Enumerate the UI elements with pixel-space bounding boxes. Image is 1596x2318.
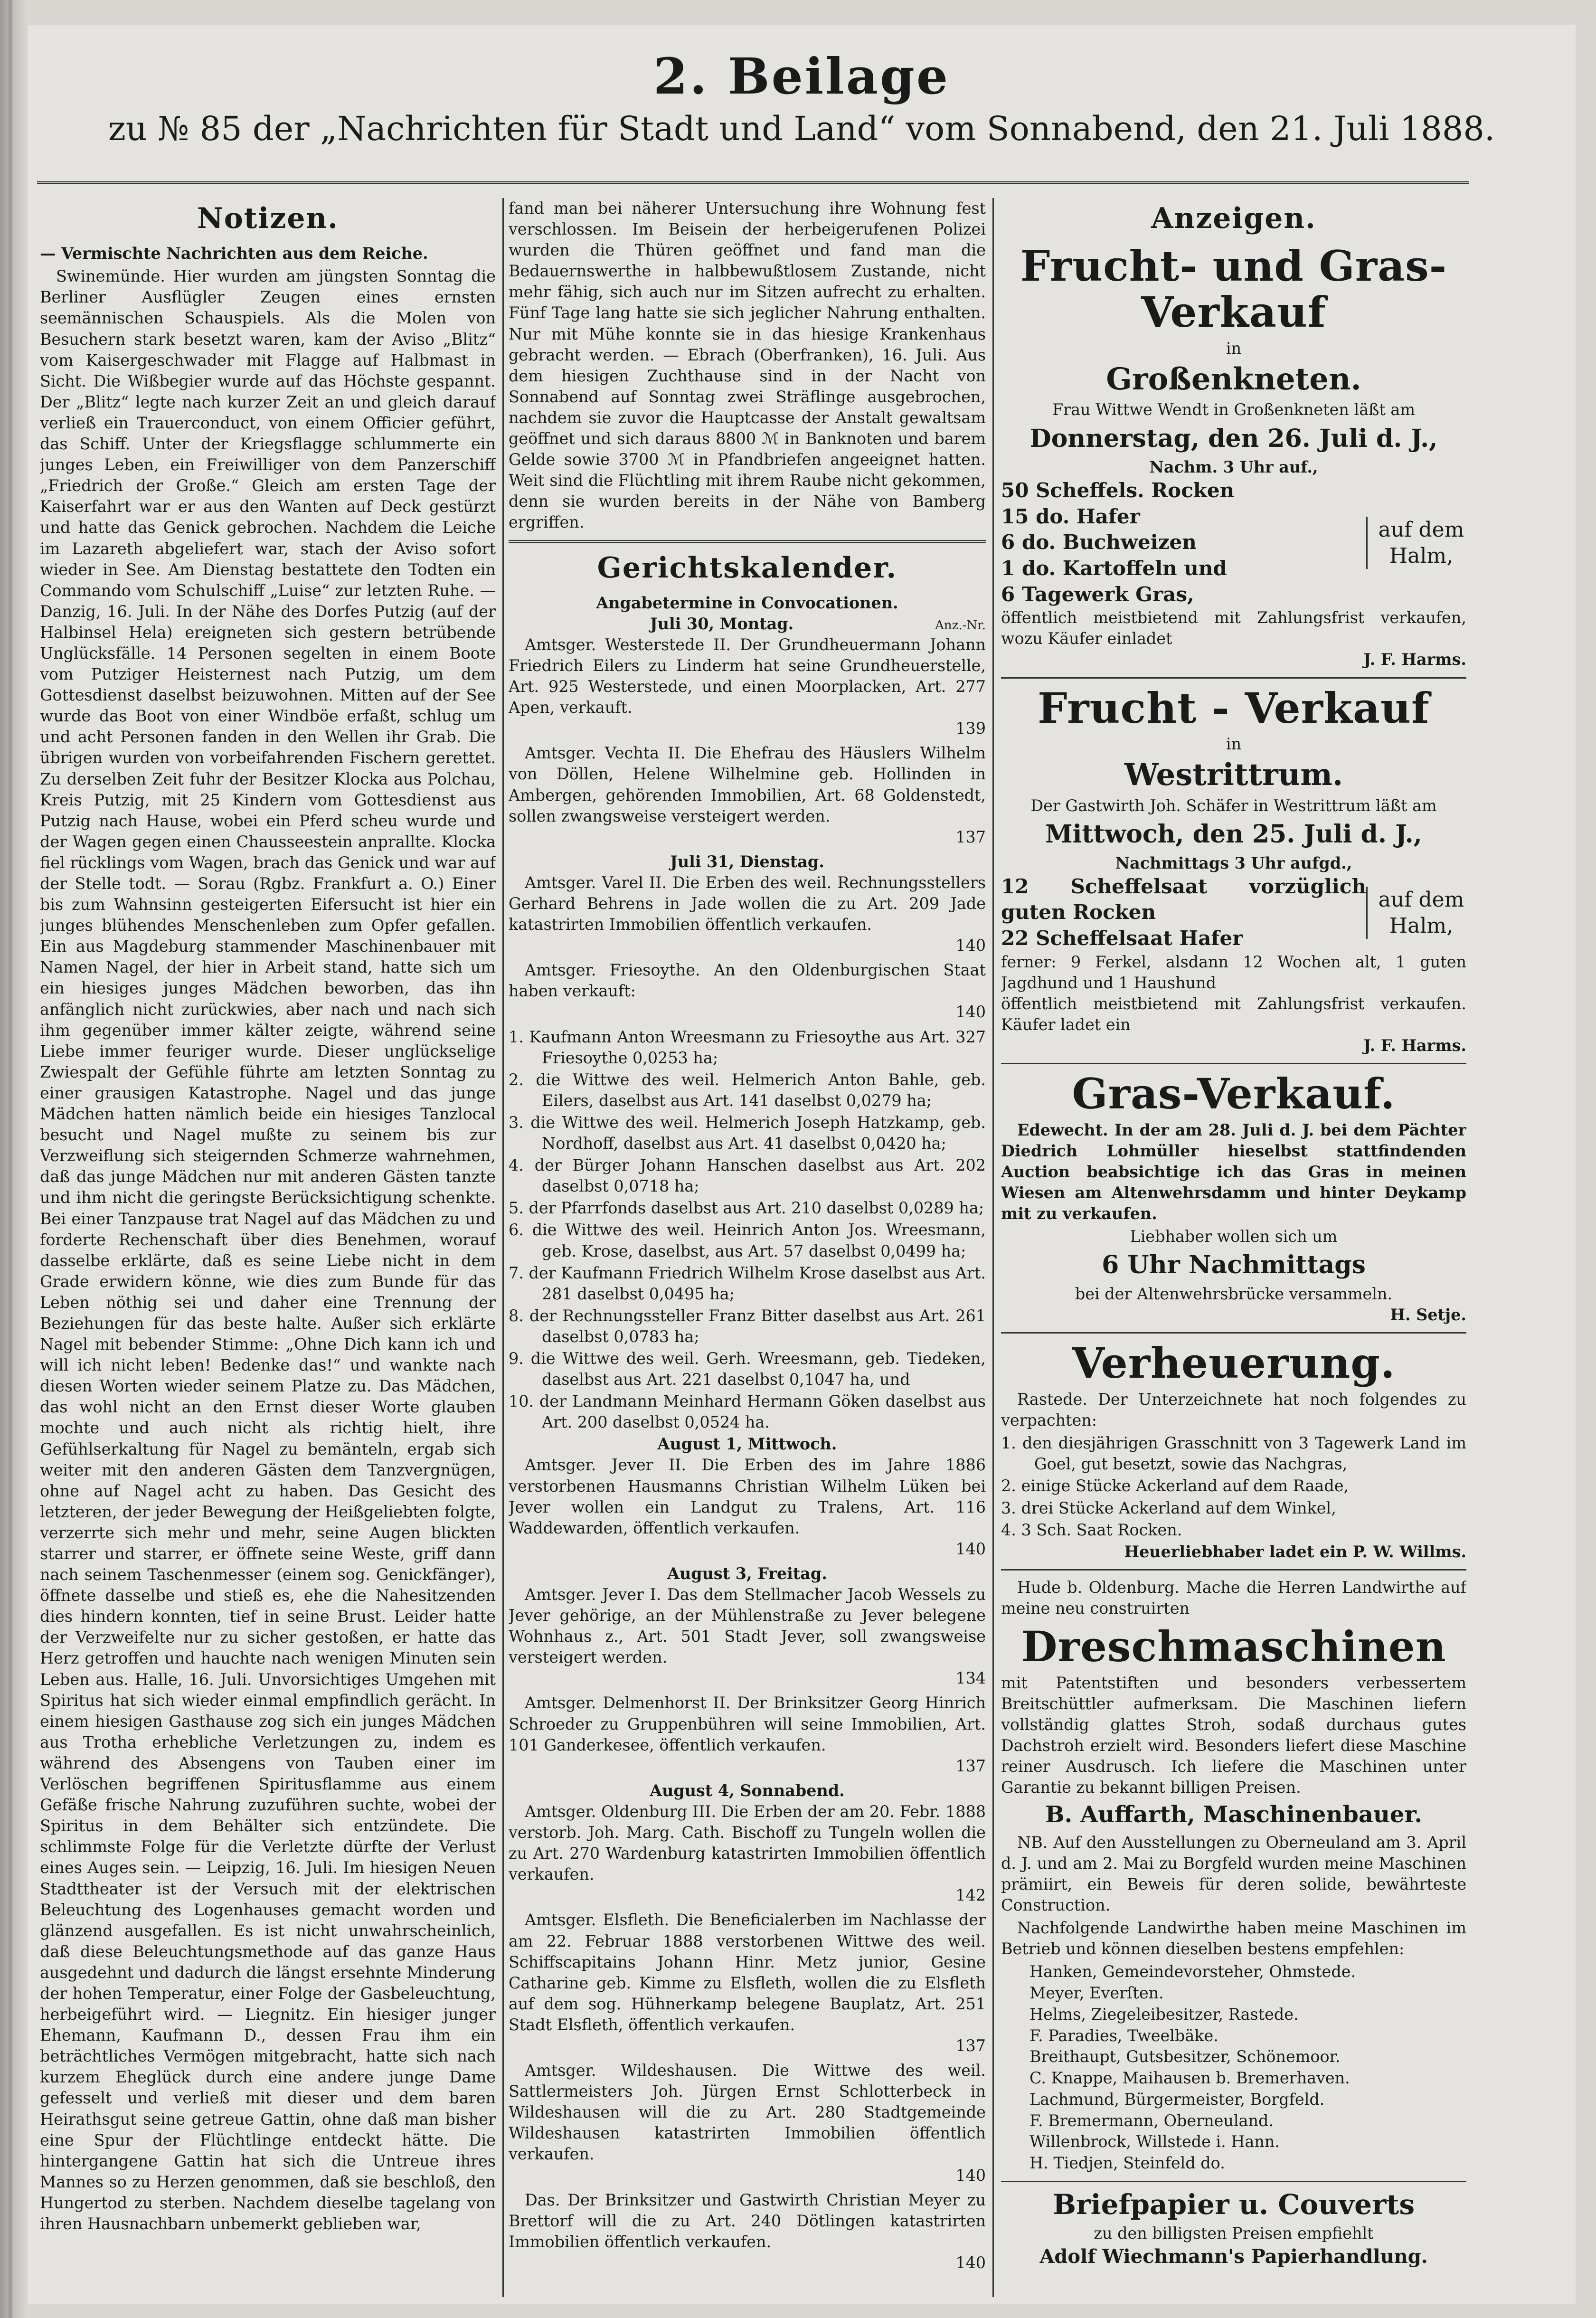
ad-item: 50 Scheffels. Rocken <box>1001 479 1235 502</box>
ad-firm: B. Auffarth, Maschinenbauer. <box>1045 1801 1423 1828</box>
ad-items <box>1001 478 1466 607</box>
entry-number: 137 <box>955 827 986 846</box>
ad-title: Briefpapier u. Couverts <box>1052 2188 1415 2221</box>
entry-number: 137 <box>955 2036 986 2055</box>
entry-text: Amtsger. Jever I. Das dem Stellmacher Jacob Wessels zu Jever gehörige, an der Mühlenstraße zu Jever belegene Wohnhaus z., Art. 501 Stadt Jever, soll zwangsweise versteigert werden. <box>509 1585 986 1667</box>
section-heading: — Vermischte Nachrichten aus dem Reiche. <box>40 244 428 263</box>
ad-title: Dreschmaschinen <box>1021 1621 1446 1671</box>
ad-outro: öffentlich meistbietend mit Zahlungsfrist verkaufen. Käufer ladet ein <box>1001 994 1466 1034</box>
ad-time: Nachm. 3 Uhr auf., <box>1149 458 1318 477</box>
entry-text: Amtsger. Delmenhorst II. Der Brinksitzer Georg Hinrich Schroeder zu Gruppenbühren will seine Immobilien, Art. 101 Ganderkesee, öffentlich verkaufen. <box>509 1694 986 1754</box>
date-row <box>509 614 986 634</box>
gerichtskalender-heading: Gerichtskalender. <box>597 551 897 585</box>
entry-number: 142 <box>955 1886 986 1905</box>
entry-text: Amtsger. Jever II. Die Erben des im Jahre 1886 verstorbenen Hausmanns Christian Wilhelm Lüken bei Jever wollen ein Landgut zu Tralens, Art. 116 Waddewarden, öffentlich verkaufen. <box>509 1456 986 1537</box>
date-heading: Juli 31, Dienstag. <box>670 852 824 871</box>
ad-item-lines <box>1001 478 1366 607</box>
column-rule <box>992 198 994 2297</box>
court-entry <box>509 2060 986 2186</box>
date-heading: August 3, Freitag. <box>667 1564 827 1583</box>
court-entry <box>509 872 986 956</box>
ad-verheuerung <box>1001 1340 1466 1562</box>
ad-nb: NB. Auf den Ausstellungen zu Oberneuland am 3. April d. J. und am 2. Mai zu Borgfeld wurden meine Maschinen prämiirt, ein Beweis für deren solide, bewährteste Construction. <box>1001 1833 1466 1914</box>
date-heading: Juli 30, Montag. <box>650 614 794 633</box>
ad-dreschmaschinen <box>1001 1577 1466 2174</box>
list-item: Helms, Ziegeleibesitzer, Rastede. <box>1029 2005 1299 2024</box>
news-body: Swinemünde. Hier wurden am jüngsten Sonntag die Berliner Ausflügler Zeugen eines ernsten seemännischen Schauspiels. Als die Molen von Besuchern stark besetzt waren, kam der Aviso „Blitz“ vom Kaisergeschwader mit Flagge auf Halbmast in Sicht. Die Wißbegier wurde auf das Höchste gespannt. Der „Blitz“ legte nach kurzer Zeit an und gleich darauf verließ ein Trauerconduct, von einem Officier geführt, das Schiff. Unter der Kriegsflagge schlummerte ein junges Leben, ein Freiwilliger von dem Panzerschiff „Friedrich der Große.“ Gleich am ersten Tage der Kaiserfahrt war er aus den Wanten auf Deck gestürzt und hatte das Genick gebrochen. Nachdem die Leiche im Lazareth abgeliefert war, stach der Aviso sofort wieder in See. Am Dienstag bestattete den Todten ein Commando vom Schulschiff „Luise“ zur letzten Ruhe. — Danzig, 16. Juli. In der Nähe des Dorfes Putzig (auf der Halbinsel Hela) ereigneten sich gestern betrübende Unglücksfälle. 14 Personen segelten in einem Boote vom Putziger Heisternest nach Putzig, um dem Gottesdienst daselbst beizuwohnen. Mitten auf der See wurde das Boot von einer Windböe erfaßt, schlug um und acht Personen fanden in den Wellen ihr Grab. Die übrigen wurden von vorbeifahrenden Fischern gerettet. Zu derselben Zeit fuhr der Besitzer Klocka aus Polchau, Kreis Putzig, mit 25 Kindern vom Gottesdienst aus Putzig nach Hause, wobei ein Pferd scheu wurde und der Wagen gegen einen Chausseestein anprallte. Klocka fiel rücklings vom Wagen, brach das Genick und war auf der Stelle todt. — Sorau (Rgbz. Frankfurt a. O.) Einer bis zum Wahnsinn gesteigerten Eifersucht ist hier ein junges blühendes Menschenleben zum Opfer gefallen. Ein aus Magdeburg stammender Maschinenbauer mit Namen Nagel, der hier in Arbeit stand, hatte sich um ein hiesiges junges Mädchen beworben, das ihn anfänglich nicht zurückwies, aber nach und nach sich ihm gegenüber immer kälter zeigte, während seine Liebe immer feuriger wurde. Dieser unglückselige Zwiespalt der Gefühle führte am letzten Sonntag zu einer grausigen Katastrophe. Nagel und das junge Mädchen hatten nämlich beide ein hiesiges Tanzlocal besucht und Nagel mußte zu seinem bis zur Verzweiflung sich steigernden Schmerze wahrnehmen, daß das junge Mädchen nur mit anderen Gästen tanzte und ihm nicht die geringste Berücksichtigung schenkte. Bei einer Tanzpause trat Nagel auf das Mädchen zu und forderte Rechenschaft über dies Benehmen, worauf dasselbe erklärte, daß es seine Liebe nicht in dem Grade erwidern könne, wie dies zum Bunde für das Leben nöthig sei und daher eine Trennung der Beziehungen für das beste halte. Außer sich erklärte Nagel mit bebender Stimme: „Ohne Dich kann ich und will ich nicht leben! Bedenke das!“ und wankte nach diesen Worten wieder seinem Platze zu. Das Mädchen, das wohl nicht an den Ernst dieser Worte glauben mochte und auch nicht als richtig hielt, ihre Gefühlserkaltung für Nagel zu bemänteln, ergab sich weiter mit den anderen Gästen dem Tanzvergnügen, ohne auf Nagel acht zu haben. Das Gesicht des letzteren, der jeder Bewegung der Heißgeliebten folgte, verzerrte sich mehr und mehr, seine Augen blickten starrer und starrer, er öffnete seine Weste, griff dann nach seinem Taschenmesser (einem sog. Genickfänger), öffnete dasselbe und stieß es, ehe die Nahesitzenden dies hindern konnten, tief in seine Brust. Leider hatte der Verzweifelte nur zu sicher gestoßen, er hatte das Herz getroffen und hauchte nach wenigen Minuten sein Leben aus. Halle, 16. Juli. Unvorsichtiges Umgehen mit Spiritus hat sich wieder einmal empfindlich gerächt. In einem hiesigen Gasthause zog sich ein junges Mädchen aus Trotha erhebliche Verletzungen zu, indem es während des Absengens von Tauben einer im Verlöschen begriffenen Spiritusflamme aus einem Gefäße frische Nahrung zuzuführen suchte, wobei der Spiritus in dem Behälter sich entzündete. Die schlimmste Folge für die Verletzte dürfte der Verlust eines Auges sein. — Leipzig, 16. Juli. Im hiesigen Neuen Stadttheater ist der Versuch mit der elektrischen Beleuchtung des Logenhauses gemacht worden und glänzend ausgefallen. Es ist nicht unwahrscheinlich, daß diese Beleuchtungsmethode auf das ganze Haus ausgedehnt und dadurch die längst ersehnte Minderung der hohen Temperatur, einer Folge der Gasbeleuchtung, herbeigeführt wird. — Liegnitz. Ein hiesiger junger Ehemann, Kaufmann D., dessen Frau ihm ein beträchtliches Vermögen mitgebracht, hatte sich nach kurzem Eheglück durch eine andere junge Dame gefesselt und verließ mit dieser und dem baren Heirathsgut seine getreue Gattin, ohne daß man bisher eine Spur der Flüchtlinge entdeckt hätte. Die hintergangene Gattin hat sich die Untreue ihres Mannes so zu Herzen genommen, daß sie beschloß, den Hungertod zu sterben. Nachdem dieselbe tagelang von ihren Hausnachbarn unbemerkt geblieben war, <box>40 267 496 2233</box>
entry-number: 140 <box>955 2253 986 2272</box>
court-entry <box>509 1910 986 2056</box>
entry-text: Amtsger. Westerstede II. Der Grundheuermann Johann Friedrich Eilers zu Linderm hat seine Grundheuerstelle, Art. 925 Westerstede, und einen Moorplacken, Art. 277 Apen, verkauft. <box>509 635 986 717</box>
anzeigen-heading: Anzeigen. <box>1151 202 1316 235</box>
ad-in: in <box>1226 339 1242 358</box>
ad-rule <box>1001 1569 1466 1571</box>
list-item: Hanken, Gemeindevorsteher, Ohmstede. <box>1029 1962 1356 1981</box>
entry-number: 140 <box>955 936 986 955</box>
supplement-title: 2. Beilage <box>653 47 950 105</box>
ad-outro: öffentlich meistbietend mit Zahlungsfrist verkaufen, wozu Käufer einladet <box>1001 608 1466 648</box>
list-item: Willenbrock, Willstede i. Hann. <box>1029 2132 1280 2151</box>
list-item: 10. der Landmann Meinhard Hermann Göken daselbst aus Art. 200 daselbst 0,0524 ha. <box>509 1392 986 1432</box>
entry-number: 137 <box>955 1756 986 1775</box>
column-gerichtskalender <box>509 198 986 2297</box>
ad-body: Edewecht. In der am 28. Juli d. J. bei dem Pächter Diedrich Lohmüller hieselbst stattfindenden Auction beabsichtige ich das Gras in meinen Wiesen am Altenwehrsdamm und hinter Deykamp mit zu verkaufen. <box>1001 1120 1466 1223</box>
court-entry <box>509 743 986 847</box>
court-entry <box>509 2190 986 2273</box>
ad-item: 6 Tagewerk Gras, <box>1001 582 1194 606</box>
book-binding-edge <box>0 0 28 2318</box>
section-rule <box>509 540 986 543</box>
list-item: 1. Kaufmann Anton Wreesmann zu Friesoythe aus Art. 327 Friesoythe 0,0253 ha; <box>509 1027 986 1067</box>
gerichtskalender-subheading: Angabetermine in Convocationen. <box>596 593 898 612</box>
list-item: 2. einige Stücke Ackerland auf dem Raade, <box>1001 1476 1349 1495</box>
list-item: 7. der Kaufmann Friedrich Wilhelm Krose daselbst aus Art. 281 daselbst 0,0495 ha; <box>509 1263 986 1303</box>
ad-intro: Der Gastwirth Joh. Schäfer in Westrittrum läßt am <box>1030 796 1437 815</box>
ad-body: mit Patentstiften und besonders verbessertem Breitschüttler aufmerksam. Die Maschinen liefern vollständig glattes Stroh, sodaß durchaus gutes Dachstroh erzielt wird. Besonders liefert diese Maschine reiner Ausdrusch. Ich liefere die Maschinen unter Garantie zu bekannt billigen Preisen. <box>1001 1673 1466 1797</box>
ad-intro: Rastede. Der Unterzeichnete hat noch folgendes zu verpachten: <box>1001 1390 1466 1430</box>
ad-rule <box>1001 677 1466 679</box>
column-anzeigen <box>1001 198 1466 2297</box>
court-entry <box>509 1693 986 1776</box>
court-entry <box>509 634 986 739</box>
ad-item: 22 Scheffelsaat Hafer <box>1001 927 1243 950</box>
ad-time: 6 Uhr Nachmittags <box>1102 1250 1366 1280</box>
entry-number: 140 <box>955 2166 986 2185</box>
entry-text: Amtsger. Oldenburg III. Die Erben der am 20. Febr. 1888 verstorb. Joh. Marg. Cath. Bischoff zu Tungeln wollen die zu Art. 270 Wardenburg katastrirten Immobilien öffentlich verkaufen. <box>509 1802 986 1884</box>
list-item: F. Paradies, Tweelbäke. <box>1029 2026 1218 2045</box>
court-entry <box>509 1455 986 1559</box>
ad-signature: H. Setje. <box>1390 1306 1466 1325</box>
news-continuation: fand man bei näherer Untersuchung ihre Wohnung fest verschlossen. Im Beisein der herbeigerufenen Polizei wurden die Thüren geöffnet und fand man die Bedauernswerthe in halbbewußtlosem Zustande, nicht mehr fähig, sich auch nur im Sitzen aufrecht zu erhalten. Fünf Tage lang hatte sie sich jeglicher Nahrung enthalten. Nur mit Mühe konnte sie in das hiesige Krankenhaus gebracht werden. — Ebrach (Oberfranken), 16. Juli. Aus dem hiesigen Zuchthause sind in der Nacht von Sonnabend auf Sonntag zwei Sträflinge ausgebrochen, nachdem sie zuvor die Hauptcasse der Anstalt gewaltsam geöffnet und sich daraus 8800 ℳ in Banknoten und barem Gelde sowie 3700 ℳ in Pfandbriefen angeeignet hatten. Weit sind die Flüchtling mit ihrem Raube nicht gekommen, denn sie wurden bereits in der Nähe von Bamberg ergriffen. <box>509 199 986 532</box>
ad-title: Frucht- und Gras-Verkauf <box>1020 241 1447 337</box>
entry-text: Das. Der Brinksitzer und Gastwirth Christian Meyer zu Brettorf will die zu Art. 240 Dötlingen katastrirten Immobilien öffentlich verkaufen. <box>509 2190 986 2251</box>
date-heading: August 1, Mittwoch. <box>657 1435 837 1454</box>
ad-frucht-gras <box>1001 243 1466 670</box>
ad-item: 12 Scheffelsaat vorzüglich guten Rocken <box>1001 874 1366 924</box>
ad-items <box>1001 874 1466 952</box>
issue-line: zu № 85 der „Nachrichten für Stadt und Land“ vom Sonnabend, den 21. Juli 1888. <box>108 109 1495 149</box>
list-item: 3. die Wittwe des weil. Helmerich Joseph Hatzkamp, geb. Nordhoff, daselbst aus Art. 41 daselbst 0,0420 ha; <box>509 1113 986 1153</box>
list-item: 4. der Bürger Johann Hanschen daselbst aus Art. 202 daselbst 0,0718 ha; <box>509 1156 986 1196</box>
ad-line: zu den billigsten Preisen empfiehlt <box>1094 2224 1374 2243</box>
list-item: 8. der Rechnungssteller Franz Bitter daselbst aus Art. 261 daselbst 0,0783 ha; <box>509 1306 986 1346</box>
date-heading: August 4, Sonnabend. <box>650 1781 845 1800</box>
ad-intro: Hude b. Oldenburg. Mache die Herren Landwirthe auf meine neu construirten <box>1001 1578 1466 1618</box>
list-item: 1. den diesjährigen Grasschnitt von 3 Tagewerk Land im Goel, gut besetzt, sowie das Nachgras, <box>1001 1434 1466 1474</box>
entry-text: Amtsger. Vechta II. Die Ehefrau des Häuslers Wilhelm von Döllen, Helene Wilhelmine geb. Hollinden in Ambergen, gehörenden Immobilien, Art. 68 Goldenstedt, sollen zwangsweise versteigert werden. <box>509 744 986 825</box>
masthead <box>28 49 1576 150</box>
ad-side-note: auf dem Halm, <box>1366 517 1466 569</box>
list-item: 6. die Wittwe des weil. Heinrich Anton Jos. Wreesmann, geb. Krose, daselbst, aus Art. 57 daselbst 0,0499 ha; <box>509 1220 986 1260</box>
ad-signature: J. F. Harms. <box>1363 650 1466 669</box>
ad-place: Großenkneten. <box>1106 361 1361 397</box>
entry-text: Amtsger. Elsfleth. Die Beneficialerben im Nachlasse der am 22. Februar 1888 verstorbenen Wittwe des weil. Schiffscapitains Johann Hinr. Metz junior, Gesine Catharine geb. Kimme zu Elsfleth, wollen die zu Elsfleth auf dem sog. Hühnerkamp belegene Bauplatz, Art. 251 Stadt Elsfleth, öffentlich verkaufen. <box>509 1911 986 2034</box>
list-item: C. Knappe, Maihausen b. Bremerhaven. <box>1029 2069 1350 2088</box>
list-item: Meyer, Everſten. <box>1029 1984 1164 2003</box>
ad-item: 15 do. Hafer <box>1001 504 1140 528</box>
ad-intro: Frau Wittwe Wendt in Großenkneten läßt am <box>1052 400 1416 419</box>
ad-briefpapier <box>1001 2189 1466 2270</box>
list-item: 5. der Pfarrfonds daselbst aus Art. 210 daselbst 0,0289 ha; <box>509 1199 984 1218</box>
ad-invite: Liebhaber wollen sich um <box>1130 1227 1338 1246</box>
entry-text: Amtsger. Friesoythe. An den Oldenburgischen Staat haben verkauft: <box>509 961 986 1001</box>
entry-number: 139 <box>955 719 986 738</box>
court-entry <box>509 1584 986 1689</box>
ad-date: Mittwoch, den 25. Juli d. J., <box>1045 820 1422 849</box>
ad-title: Gras-Verkauf. <box>1072 1069 1396 1119</box>
entry-number: 140 <box>955 1003 986 1022</box>
list-item: Breithaupt, Gutsbesitzer, Schönemoor. <box>1029 2047 1341 2066</box>
list-item: 3. drei Stücke Ackerland auf dem Winkel, <box>1001 1498 1336 1517</box>
list-item: F. Bremermann, Oberneuland. <box>1029 2111 1274 2130</box>
anz-nr-label: Anz.-Nr. <box>935 618 986 633</box>
ad-gras-verkauf <box>1001 1071 1466 1325</box>
ad-signature: J. F. Harms. <box>1363 1036 1466 1055</box>
ad-item: 1 do. Kartoffeln und <box>1001 557 1227 580</box>
entry-number: 140 <box>955 1539 986 1558</box>
list-item: 9. die Wittwe des weil. Gerh. Wreesmann, geb. Tiedeken, daselbst aus Art. 221 daselbst 0,1047 ha, und <box>509 1349 986 1389</box>
ad-firm: Adolf Wiechmann's Papierhandlung. <box>1039 2245 1428 2268</box>
entry-text: Amtsger. Wildeshausen. Die Wittwe des weil. Sattlermeisters Joh. Jürgen Ernst Schlotterbeck in Wildeshausen will die zu Art. 280 Stadtgemeinde Wildeshausen katastrirten Immobilien öffentlich verkaufen. <box>509 2061 986 2164</box>
ad-title: Verheuerung. <box>1072 1338 1396 1388</box>
ad-side-note: auf dem Halm, <box>1366 887 1466 939</box>
ad-item: 6 do. Buchweizen <box>1001 530 1197 554</box>
ad-place: Westrittrum. <box>1124 757 1343 793</box>
ad-list-intro: Nachfolgende Landwirthe haben meine Maschinen im Betrieb und können dieselben bestens empfehlen: <box>1001 1919 1466 1958</box>
court-entry <box>509 960 986 1022</box>
notizen-heading: Notizen. <box>197 202 339 235</box>
court-entry <box>509 1801 986 1906</box>
list-item: Lachmund, Bürgermeister, Borgfeld. <box>1029 2090 1325 2109</box>
ad-title: Frucht - Verkauf <box>1038 683 1430 733</box>
ad-rule <box>1001 1063 1466 1064</box>
ad-frucht-verkauf <box>1001 685 1466 1057</box>
ad-rule <box>1001 2181 1466 2182</box>
list-item: 2. die Wittwe des weil. Helmerich Anton Bahle, geb. Eilers, daselbst aus Art. 141 daselbst 0,0279 ha; <box>509 1070 986 1110</box>
column-rule <box>502 198 504 2297</box>
column-notizen <box>40 198 496 2297</box>
ad-time: Nachmittags 3 Uhr aufgd., <box>1115 853 1352 872</box>
list-item: 4. 3 Sch. Saat Rocken. <box>1001 1520 1182 1539</box>
reference-list <box>1001 1961 1466 2174</box>
newspaper-page <box>28 25 1576 2304</box>
masthead-rule <box>37 181 1469 189</box>
entry-number: 134 <box>955 1669 986 1688</box>
ad-rule <box>1001 1332 1466 1334</box>
binding-shadow <box>9 0 12 2318</box>
list-item: H. Tiedjen, Steinfeld do. <box>1029 2154 1225 2173</box>
sales-list <box>509 1027 986 1433</box>
entry-text: Amtsger. Varel II. Die Erben des weil. Rechnungsstellers Gerhard Behrens in Jade wollen die zu Art. 209 Jade katastrirten Immobilien öffentlich verkaufen. <box>509 873 986 934</box>
ad-meet: bei der Altenwehrsbrücke versammeln. <box>1075 1285 1393 1304</box>
ad-extra: ferner: 9 Ferkel, alsdann 12 Wochen alt, 1 guten Jagdhund und 1 Haushund <box>1001 952 1466 992</box>
ad-item-lines <box>1001 874 1366 952</box>
ad-date: Donnerstag, den 26. Juli d. J., <box>1029 424 1438 453</box>
ad-signature: Heuerliebhaber ladet ein P. W. Willms. <box>1124 1542 1466 1561</box>
ad-in: in <box>1226 735 1242 754</box>
